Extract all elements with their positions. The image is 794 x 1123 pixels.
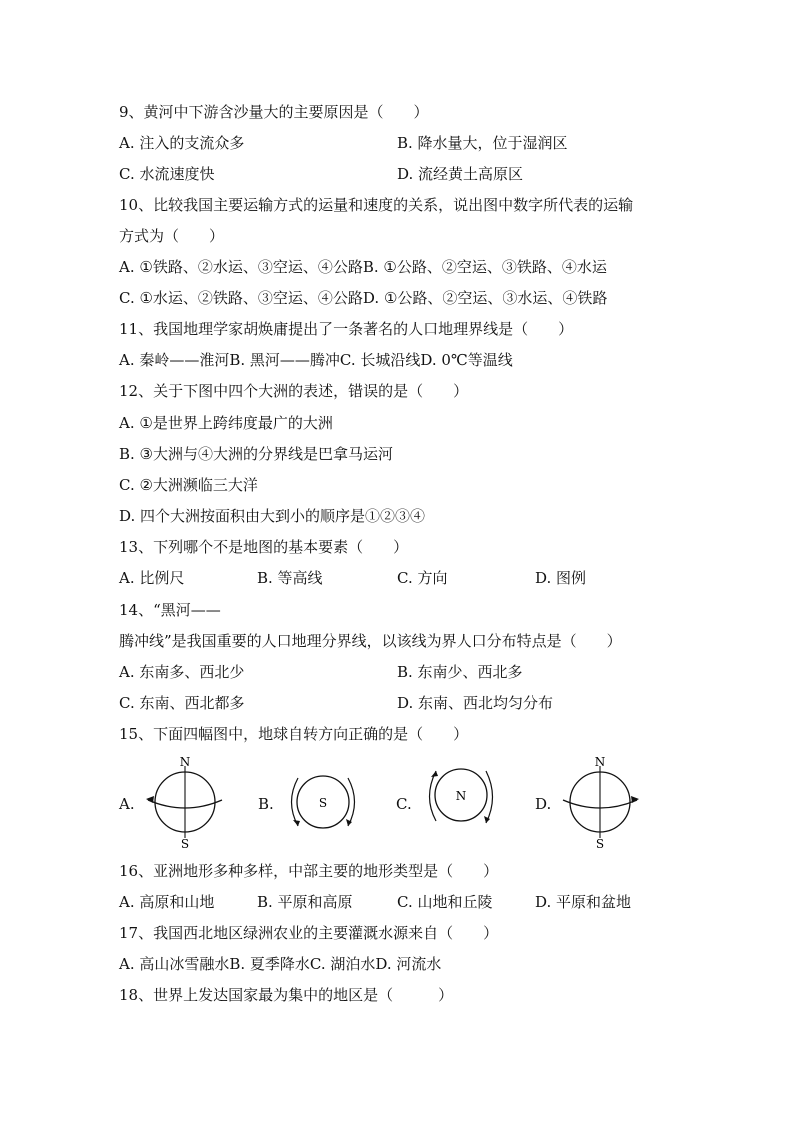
question-18-stem: 18、世界上发达国家最为集中的地区是（ ）: [119, 986, 454, 1004]
question-13-option-b: B. 等高线: [257, 569, 323, 587]
question-14-option-a: A. 东南多、西北少: [119, 663, 245, 681]
question-9-option-c: C. 水流速度快: [119, 165, 215, 183]
globe-d-south-label: S: [595, 837, 605, 851]
globe-c-diagram: [421, 765, 501, 829]
question-17-stem: 17、我国西北地区绿洲农业的主要灌溉水源来自（ ）: [119, 924, 499, 942]
question-14-stem-line-1: 14、“黑河——: [119, 601, 221, 619]
question-10-stem-line-1: 10、比较我国主要运输方式的运量和速度的关系，说出图中数字所代表的运输: [119, 196, 634, 214]
globe-a-diagram: [140, 755, 230, 851]
question-15-stem: 15、下面四幅图中，地球自转方向正确的是（ ）: [119, 725, 469, 743]
question-14-stem-line-2: 腾冲线”是我国重要的人口地理分界线，以该线为界人口分布特点是（ ）: [119, 632, 622, 650]
question-12-option-c: C. ②大洲濒临三大洋: [119, 476, 258, 494]
question-14-option-d: D. 东南、西北均匀分布: [397, 694, 554, 712]
globe-a-north-label: N: [179, 755, 191, 769]
globe-a-south-label: S: [180, 837, 190, 851]
question-12-stem: 12、关于下图中四个大洲的表述，错误的是（ ）: [119, 382, 469, 400]
question-16-option-b: B. 平原和高原: [257, 893, 353, 911]
question-17-options: A. 高山冰雪融水B. 夏季降水C. 湖泊水D. 河流水: [119, 955, 442, 973]
question-9-stem: 9、黄河中下游含沙量大的主要原因是（ ）: [119, 103, 429, 121]
question-10-options-line-1: A. ①铁路、②水运、③空运、④公路B. ①公路、②空运、③铁路、④水运: [119, 258, 607, 276]
question-13-option-c: C. 方向: [397, 569, 448, 587]
question-13-option-d: D. 图例: [535, 569, 587, 587]
question-12-option-b: B. ③大洲与④大洲的分界线是巴拿马运河: [119, 445, 394, 463]
question-14-option-b: B. 东南少、西北多: [397, 663, 523, 681]
question-13-stem: 13、下列哪个不是地图的基本要素（ ）: [119, 538, 409, 556]
question-14-option-c: C. 东南、西北都多: [119, 694, 245, 712]
question-12-option-a: A. ①是世界上跨纬度最广的大洲: [119, 414, 333, 432]
question-16-option-d: D. 平原和盆地: [535, 893, 632, 911]
question-9-option-b: B. 降水量大，位于湿润区: [397, 134, 568, 152]
globe-d-diagram: [555, 755, 645, 851]
question-16-option-a: A. 高原和山地: [119, 893, 215, 911]
question-15-label-a: A.: [119, 795, 135, 813]
globe-c-north-label: N: [455, 789, 467, 803]
question-11-stem: 11、我国地理学家胡焕庸提出了一条著名的人口地理界线是（ ）: [119, 320, 574, 338]
question-9-option-a: A. 注入的支流众多: [119, 134, 245, 152]
question-12-option-d: D. 四个大洲按面积由大到小的顺序是①②③④: [119, 507, 426, 525]
question-13-option-a: A. 比例尺: [119, 569, 185, 587]
globe-b-diagram: [283, 770, 363, 834]
question-15-label-d: D.: [535, 795, 552, 813]
question-11-options: A. 秦岭——淮河B. 黑河——腾冲C. 长城沿线D. 0℃等温线: [119, 351, 513, 369]
question-15-label-c: C.: [396, 795, 412, 813]
question-16-option-c: C. 山地和丘陵: [397, 893, 493, 911]
question-15-label-b: B.: [258, 795, 274, 813]
question-10-stem-line-2: 方式为（ ）: [119, 227, 225, 245]
question-9-option-d: D. 流经黄土高原区: [397, 165, 524, 183]
globe-b-south-label: S: [318, 796, 328, 810]
question-16-stem: 16、亚洲地形多种多样，中部主要的地形类型是（ ）: [119, 862, 499, 880]
globe-d-north-label: N: [594, 755, 606, 769]
question-10-options-line-2: C. ①水运、②铁路、③空运、④公路D. ①公路、②空运、③水运、④铁路: [119, 289, 608, 307]
